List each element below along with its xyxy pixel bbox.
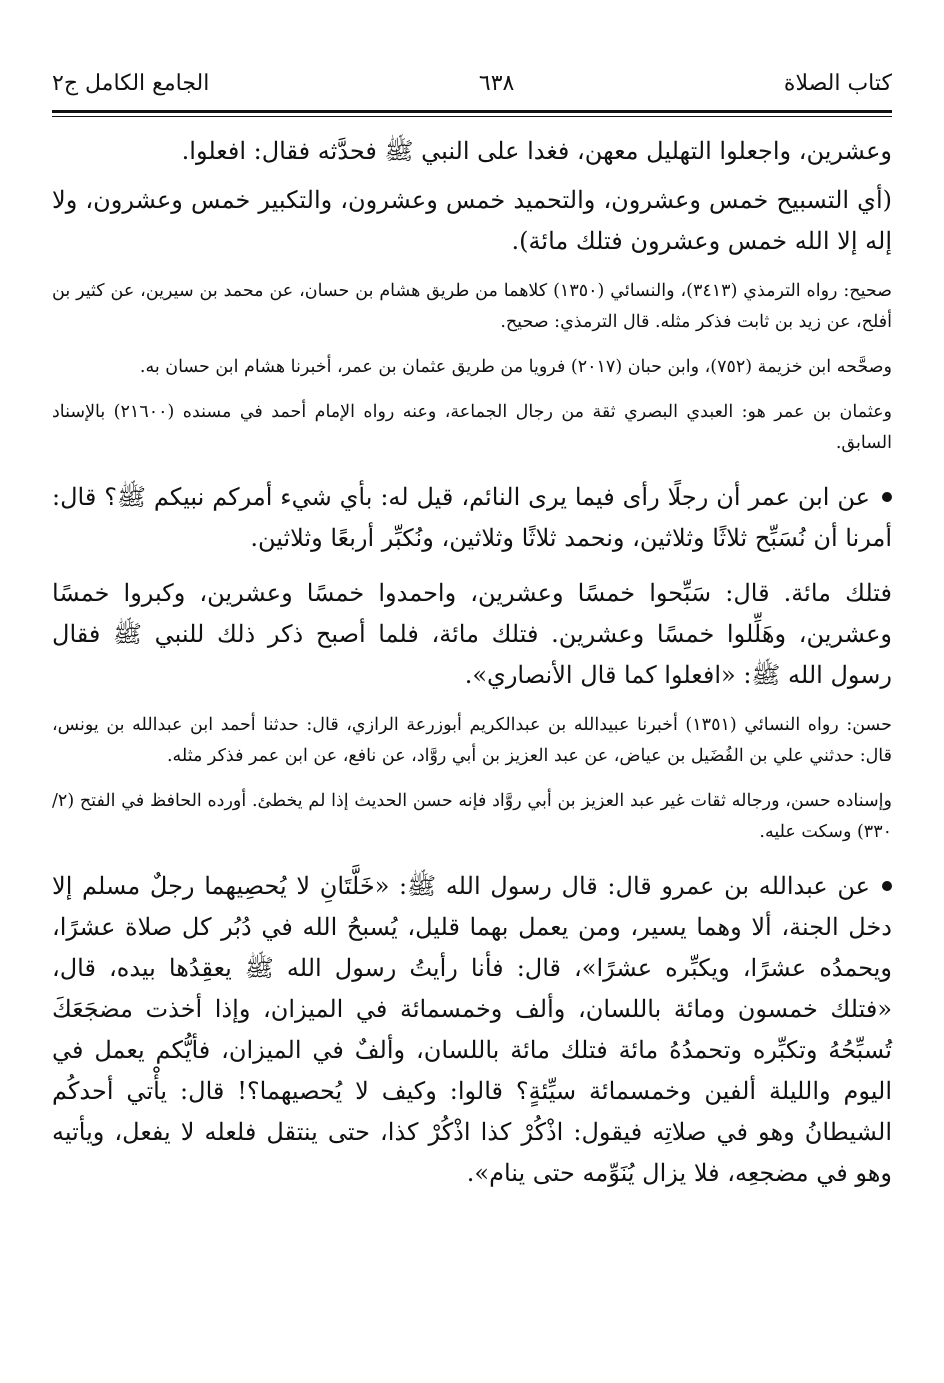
takhrij-note [52, 710, 892, 772]
paragraph-text: وعشرين، واجعلوا التهليل معهن، فغدا على النبي ﷺ فحدَّثه فقال: افعلوا. [181, 137, 892, 165]
paragraph-text: (أي التسبيح خمس وعشرون، والتحميد خمس وعشرون، والتكبير خمس وعشرون، ولا إله إلا الله خمس وعشرون فتلك مائة). [52, 186, 892, 255]
takhrij-note [52, 397, 892, 459]
header-rule-thick [52, 110, 892, 113]
header-rule-thin [52, 116, 892, 117]
takhrij-note [52, 352, 892, 383]
hadith-explanation [52, 180, 892, 262]
hadith-text [52, 477, 892, 559]
page-number: ٦٣٨ [478, 71, 515, 96]
hadith-text [52, 131, 892, 172]
paragraph-text: عن عبدالله بن عمرو قال: قال رسول الله ﷺ: «خَلَّتَانِ لا يُحصِيهما رجلٌ مسلم إلا دخل الجنة، ألا وهما يسير، ومن يعمل بهما قليل، يُسبحُ الله في دُبُر كل صلاة عشرًا، ويحمدُه عشرًا، ويكبِّره عشرًا»، قال: فأنا رأيتُ رسول الله ﷺ يعقِدُها بيده، قال، «فتلك خمسون ومائة باللسان، وألف وخمسمائة في الميزان، وإذا أخذت مضجَعَكَ تُسبِّحُهُ وتكبِّره وتحمدُهُ مائة فتلك مائة باللسان، وألفٌ في الميزان، فأيُّكم يعمل في اليوم والليلة ألفين وخمسمائة سيِّئةٍ؟ قالوا: وكيف لا يُحصيهما؟! قال: يأْتي أحدكُم الشيطانُ وهو في صلاتِه فيقول: اذْكُرْ كذا اذْكُرْ كذا، حتى ينتقل فلعله لا يفعل، ويأتيه وهو في مضجعِه، فلا يزال يُنَوِّمه حتى ينام». [52, 872, 892, 1187]
paragraph-text: حسن: رواه النسائي (١٣٥١) أخبرنا عبيدالله بن عبدالكريم أبوزرعة الرازي، قال: حدثنا أحمد ابن عبدالله بن يونس، قال: حدثني علي بن الفُضَيل بن عياض، عن عبد العزيز بن أبي روَّاد، عن نافع، عن ابن عمر فذكر مثله. [52, 715, 892, 766]
paragraph-text: وصحَّحه ابن خزيمة (٧٥٢)، وابن حبان (٢٠١٧) فرويا من طريق عثمان بن عمر، أخبرنا هشام ابن حسان به. [139, 357, 892, 377]
page-header [52, 60, 892, 108]
paragraph-text: وإسناده حسن، ورجاله ثقات غير عبد العزيز بن أبي روَّاد فإنه حسن الحديث إذا لم يخطئ. أورده الحافظ في الفتح (٢/ ٣٣٠) وسكت عليه. [52, 791, 892, 842]
paragraph-text: عن ابن عمر أن رجلًا رأى فيما يرى النائم، قيل له: بأي شيء أمركم نبيكم ﷺ؟ قال: أمرنا أن نُسَبِّح ثلاثًا وثلاثين، ونحمد ثلاثًا وثلاثين، ونُكبِّر أربعًا وثلاثين. [52, 483, 892, 552]
paragraph-text: فتلك مائة. قال: سَبِّحوا خمسًا وعشرين، واحمدوا خمسًا وعشرين، وكبروا خمسًا وعشرين، وهَلِّلوا خمسًا وعشرين. فتلك مائة، فلما أصبح ذكر ذلك للنبي ﷺ فقال رسول الله ﷺ: «افعلوا كما قال الأنصاري». [52, 579, 892, 689]
paragraph-text: وعثمان بن عمر هو: العبدي البصري ثقة من رجال الجماعة، وعنه رواه الإمام أحمد في مسنده (٢١٦٠٠) بالإسناد السابق. [52, 402, 892, 453]
takhrij-note [52, 786, 892, 848]
book-page [52, 60, 892, 1353]
bullet-icon [882, 881, 892, 891]
chapter-title: كتاب الصلاة [783, 71, 892, 96]
takhrij-note [52, 276, 892, 338]
hadith-text [52, 573, 892, 696]
bullet-icon [882, 492, 892, 502]
hadith-text [52, 866, 892, 1194]
paragraph-text: صحيح: رواه الترمذي (٣٤١٣)، والنسائي (١٣٥٠) كلاهما من طريق هشام بن حسان، عن محمد بن سيرين، عن كثير بن أفلح، عن زيد بن ثابت فذكر مثله. قال الترمذي: صحيح. [52, 281, 893, 332]
book-title: الجامع الكامل ج٢ [52, 71, 210, 96]
page-body [52, 131, 892, 1194]
